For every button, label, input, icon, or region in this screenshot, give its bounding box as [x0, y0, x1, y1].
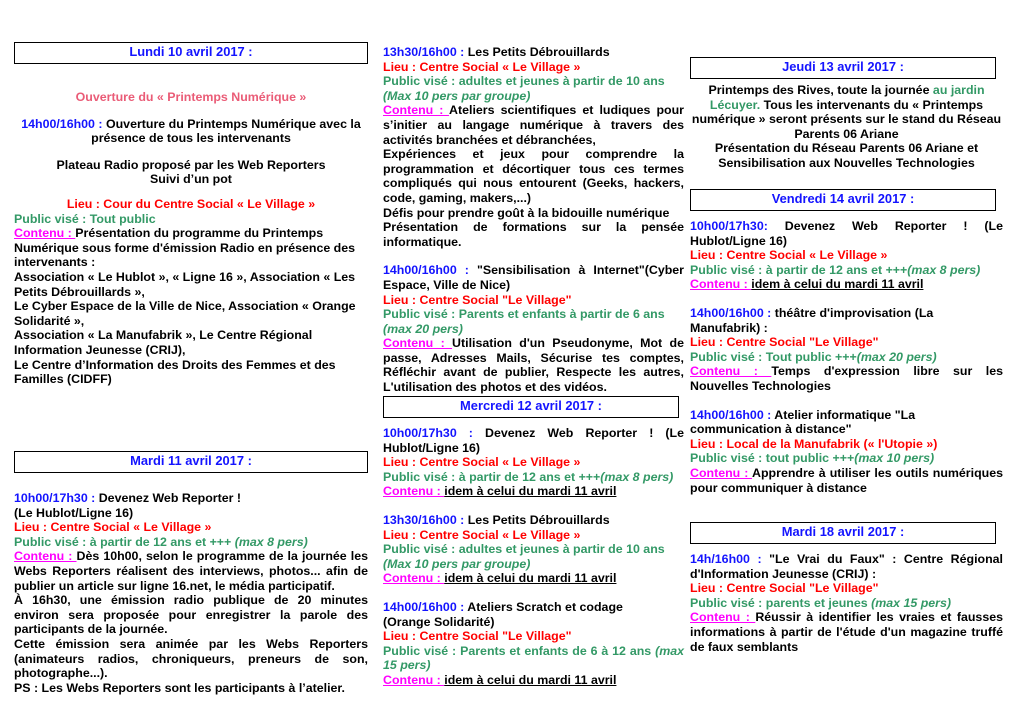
text-line	[14, 117, 368, 146]
text-line	[14, 593, 368, 637]
text-line	[383, 103, 684, 147]
text-line	[14, 172, 368, 187]
event-name: Les Petits Débrouillards	[467, 45, 610, 59]
text-line	[383, 542, 684, 571]
event-note: PS : Les Webs Reporters sont les participants à l’atelier.	[14, 680, 345, 695]
date-box-lundi-10	[14, 42, 368, 64]
event-time: 10h00/17h30 :	[383, 426, 486, 440]
text-line	[690, 263, 1003, 278]
event-audience: Public visé : adultes et jeunes à partir de 10 ans	[383, 542, 665, 557]
participant-item: Association « Le Hublot », « Ligne 16 », Association « Les Petits Débrouillards »,	[14, 269, 356, 299]
program-column-right	[690, 57, 1003, 654]
text-line	[14, 535, 368, 550]
text-line	[14, 90, 368, 105]
text-line	[14, 637, 368, 681]
event-audience: Public visé : parents et jeunes	[690, 595, 872, 610]
event-description: Présentation de formations sur la pensée informatique.	[383, 220, 684, 249]
program-column-middle	[383, 44, 684, 688]
contenu-label: Contenu :	[383, 571, 445, 586]
event-time: 14h00/16h00 :	[690, 305, 775, 320]
date-header-label: Mardi 18 avril 2017 :	[781, 524, 905, 539]
event-description: Défis pour prendre goût à la bidouille numérique	[383, 205, 670, 220]
participant-item: Le Cyber Espace de la Ville de Nice, Association « Orange Solidarité »,	[14, 299, 356, 328]
event-detail: Plateau Radio proposé par les Web Reporters	[56, 157, 326, 172]
event-audience: Public visé : Parents et enfants à partir de 6 ans	[383, 307, 665, 322]
event-location: Lieu : Cour du Centre Social « Le Village »	[66, 196, 316, 211]
event-description: Utilisation d'un Pseudonyme, Mot de passe, Adresses Mails, Sécurise tes comptes, Réfléchir avant de publier, Respecte les autres, L'utilisation des photos et des vidéos.	[383, 336, 684, 395]
text-line	[690, 219, 1003, 248]
event-capacity: (max 8 pers)	[234, 534, 308, 549]
event-location: Lieu : Centre Social "Le Village"	[690, 581, 879, 596]
event-organizer: (Le Hublot/Ligne 16)	[14, 505, 134, 520]
event-capacity: (max 20 pers)	[383, 321, 463, 336]
text-line	[690, 466, 1003, 495]
text-line	[690, 581, 1003, 596]
text-line	[14, 549, 368, 593]
event-audience: Public visé : à partir de 12 ans et +++	[14, 534, 235, 549]
text-line	[14, 358, 368, 387]
text-line	[383, 484, 684, 499]
participant-item: Le Centre d’Information des Droits des Femmes et des Familles (CIDFF)	[14, 357, 336, 387]
event-name: Devenez Web Reporter ! (Le Hublot/Ligne 16)	[690, 219, 1004, 248]
text-line	[383, 673, 684, 688]
event-organizer: (Orange Solidarité)	[383, 614, 495, 629]
date-header-label: Vendredi 14 avril 2017 :	[771, 191, 915, 206]
text-line	[14, 328, 368, 357]
event-location: Lieu : Centre Social « Le Village »	[383, 455, 581, 470]
text-line	[690, 451, 1003, 466]
date-box-jeudi-13	[690, 57, 996, 79]
event-audience: Public visé : à partir de 12 ans et +++	[383, 469, 601, 484]
text-line	[383, 571, 684, 586]
text-line	[14, 681, 368, 696]
event-time: 14h00/16h00 :	[383, 263, 478, 278]
event-location: Lieu : Centre Social "Le Village"	[690, 335, 879, 350]
event-location: Lieu : Centre Social « Le Village »	[14, 520, 212, 535]
text-line	[690, 350, 1003, 365]
text-line	[383, 147, 684, 205]
contenu-label: Contenu :	[383, 672, 445, 687]
event-audience: Public visé : Tout public	[14, 211, 156, 226]
text-line	[383, 206, 684, 221]
event-time: 10h00/17h30 :	[14, 491, 99, 505]
mardi-18-content	[690, 552, 1003, 654]
text-line	[383, 220, 684, 249]
event-description: Présentation du Réseau Parents 06 Ariane et Sensibilisation aux Nouvelles Technologies	[714, 141, 979, 170]
contenu-label: Contenu :	[14, 549, 77, 564]
event-capacity: (max 20 pers)	[856, 349, 937, 364]
text-line	[690, 141, 1003, 170]
text-line	[383, 293, 684, 308]
event-time: 14h/16h00 :	[690, 552, 770, 566]
event-location: Lieu : Centre Social « Le Village »	[383, 527, 581, 542]
event-location-inline: au jardin Lécuyer.	[709, 83, 985, 112]
date-header-label: Jeudi 13 avril 2017 :	[782, 59, 904, 74]
text-line	[690, 610, 1003, 654]
contenu-label: Contenu :	[383, 336, 453, 351]
date-box-mercredi-12	[383, 396, 679, 418]
text-line	[690, 364, 1003, 393]
text-line	[383, 426, 684, 455]
event-description: Expériences et jeux pour comprendre la programmation et décortiquer tous ces termes compliqués qui nous entourent (Geeks, hackers, code, gaming, makers,...)	[383, 147, 684, 205]
contenu-label: Contenu :	[690, 610, 756, 625]
event-location: Lieu : Centre Social "Le Village"	[383, 292, 572, 307]
text-line	[14, 491, 368, 506]
text-line	[14, 212, 368, 227]
event-location: Lieu : Centre Social « Le Village »	[690, 248, 888, 263]
event-name: théâtre d'improvisation (La Manufabrik) :	[690, 305, 934, 335]
event-audience: Public visé : Tout public +++	[690, 349, 857, 364]
event-description: Présentation du programme du Printemps Numérique sous forme d'émission Radio en présence des intervenants :	[14, 226, 356, 270]
event-location: Lieu : Centre Social « Le Village »	[383, 59, 581, 74]
text-line	[14, 520, 368, 535]
event-description: idem à celui du mardi 11 avril	[444, 484, 617, 499]
text-line	[14, 299, 368, 328]
text-line	[690, 306, 1003, 335]
text-line	[14, 158, 368, 173]
text-line	[14, 270, 368, 299]
event-description: Apprendre à utiliser les outils numériques pour communiquer à distance	[690, 465, 1003, 495]
text-line	[690, 552, 1003, 581]
date-box-mardi-18	[690, 522, 996, 544]
event-time: 13h30/16h00 :	[383, 512, 468, 527]
event-capacity: (Max 10 pers par groupe)	[383, 556, 531, 571]
event-description: idem à celui du mardi 11 avril	[444, 672, 617, 687]
date-header-label: Mercredi 12 avril 2017 :	[460, 398, 602, 413]
event-description: À 16h30, une émission radio publique de 20 minutes environ sera proposée pour enregistrer la parole des participants de la journée.	[14, 593, 368, 637]
text-line	[383, 600, 684, 615]
vendredi-14-content	[690, 219, 1003, 522]
event-name: "Sensibilisation à Internet"(Cyber Espace, Ville de Nice)	[383, 263, 684, 292]
text-line	[383, 263, 684, 292]
event-name: Les Petits Débrouillards	[467, 512, 610, 527]
text-line	[14, 506, 368, 521]
text-line	[690, 277, 1003, 292]
contenu-label: Contenu :	[383, 484, 445, 499]
text-line	[383, 528, 684, 543]
text-line	[690, 248, 1003, 263]
event-capacity: (max 15 pers)	[383, 643, 684, 673]
event-description: idem à celui du mardi 11 avril	[751, 277, 924, 292]
mercredi-12-content	[383, 426, 684, 688]
event-time: 14h00/16h00 :	[21, 116, 106, 131]
event-capacity: (Max 10 pers par groupe)	[383, 88, 531, 103]
text-line	[690, 83, 1003, 141]
date-header-label: Mardi 11 avril 2017 :	[130, 453, 252, 468]
event-description: Tous les intervenants du « Printemps numérique » seront présents sur le stand du Réseau Parents 06 Ariane	[691, 97, 1002, 141]
event-audience: Public visé : Parents et enfants de 6 à 12 ans	[383, 643, 656, 658]
participant-item: Association « La Manufabrik », Le Centre Régional Information Jeunesse (CRIJ),	[14, 328, 313, 357]
text-line	[383, 74, 684, 103]
event-description: Temps d'expression libre sur les Nouvelles Technologies	[690, 364, 1003, 393]
event-name: Ouverture du Printemps Numérique avec la présence de tous les intervenants	[91, 116, 361, 146]
text-line	[383, 45, 684, 60]
text-line	[14, 197, 368, 212]
event-time: 13h30/16h00 :	[383, 45, 468, 59]
event-description: Cette émission sera animée par les Webs Reporters (animateurs radios, chroniqueurs, preneurs de son, photographe...).	[14, 636, 368, 681]
mardi-11-content	[14, 491, 368, 695]
text-line	[383, 615, 684, 630]
lundi-10-content	[14, 90, 368, 451]
event-description: Ateliers scientifiques et ludiques pour s’initier au langage numérique à travers des activités branchées et débranchées,	[383, 103, 684, 147]
event-name: Devenez Web Reporter ! (Le Hublot/Ligne 16)	[383, 426, 684, 455]
text-line	[383, 336, 684, 394]
text-line	[690, 408, 1003, 437]
event-name: Atelier informatique "La communication à distance"	[690, 407, 916, 437]
event-name: "Le Vrai du Faux" : Centre Régional d'Information Jeunesse (CRIJ) :	[690, 552, 1003, 581]
program-column-left	[14, 42, 368, 695]
date-box-vendredi-14	[690, 189, 996, 211]
event-capacity: (max 10 pers)	[854, 451, 935, 466]
mardi-11-content-continued	[383, 45, 684, 396]
contenu-label: Contenu :	[14, 226, 76, 241]
event-capacity: (max 8 pers)	[600, 469, 674, 484]
event-time: 14h00/16h00 :	[690, 407, 775, 422]
event-audience: Public visé : adultes et jeunes à partir de 10 ans	[383, 74, 665, 89]
text-line	[690, 437, 1003, 452]
event-description: Printemps des Rives, toute la journée	[708, 83, 933, 97]
contenu-label: Contenu :	[690, 465, 753, 480]
event-audience: Public visé : tout public +++	[690, 451, 855, 466]
text-line	[383, 513, 684, 528]
contenu-label: Contenu :	[383, 103, 450, 118]
text-line	[383, 470, 684, 485]
text-line	[383, 455, 684, 470]
event-capacity: (max 15 pers)	[871, 595, 952, 610]
event-time: 14h00/16h00 :	[383, 599, 468, 614]
contenu-label: Contenu :	[690, 277, 752, 292]
text-line	[690, 596, 1003, 611]
event-name: Devenez Web Reporter !	[98, 491, 242, 505]
event-location: Lieu : Local de la Manufabrik (« l'Utopie »)	[690, 436, 938, 451]
event-title: Ouverture du « Printemps Numérique »	[75, 90, 307, 104]
event-description: idem à celui du mardi 11 avril	[444, 571, 617, 586]
event-detail: Suivi d’un pot	[150, 172, 232, 187]
event-name: Ateliers Scratch et codage	[467, 599, 623, 614]
date-box-mardi-11	[14, 451, 368, 473]
event-location: Lieu : Centre Social "Le Village"	[383, 629, 572, 644]
text-line	[383, 60, 684, 75]
event-time: 10h00/17h30:	[690, 219, 785, 233]
event-audience: Public visé : à partir de 12 ans et +++	[690, 262, 908, 277]
event-description: Réussir à identifier les vraies et fausses informations à partir de l'étude d'un magazine truffé de faux semblants	[690, 610, 1003, 654]
text-line	[690, 335, 1003, 350]
text-line	[383, 644, 684, 673]
event-description: Dès 10h00, selon le programme de la journée les Webs Reporters réalisent des interviews, photos... afin de publier un article sur ligne 16.net, le média participatif.	[14, 549, 368, 593]
event-capacity: (max 8 pers)	[907, 262, 981, 277]
text-line	[383, 629, 684, 644]
date-header-label: Lundi 10 avril 2017 :	[129, 44, 253, 59]
contenu-label: Contenu :	[690, 364, 772, 379]
text-line	[14, 226, 368, 270]
jeudi-13-content	[690, 83, 1003, 189]
text-line	[383, 307, 684, 336]
